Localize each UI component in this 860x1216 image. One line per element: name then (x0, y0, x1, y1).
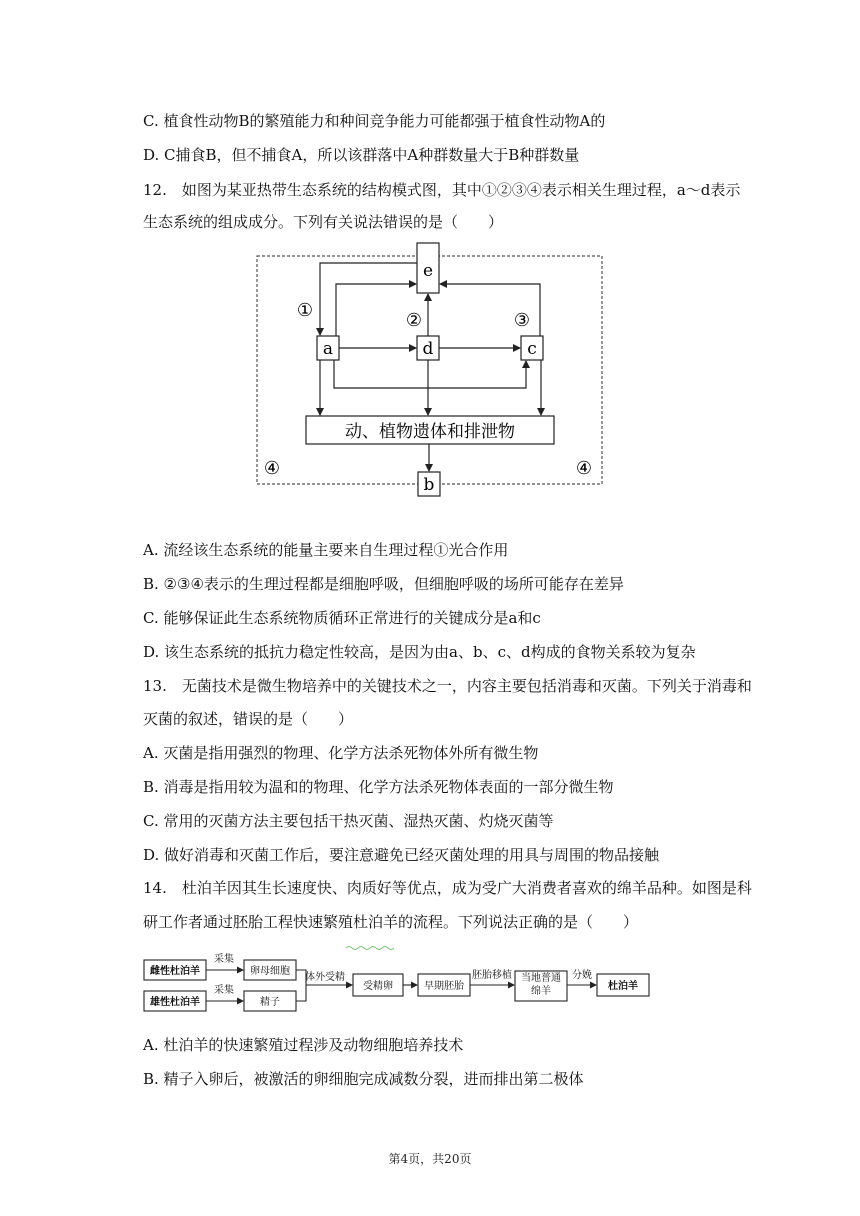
oocyte-label: 卵母细胞 (250, 966, 290, 977)
recipient-sheep-label: 当地普通绵羊 (521, 973, 561, 997)
q11-option-d: D. C捕食B，但不捕食A，所以该群落中A种群数量大于B种群数量 (143, 146, 580, 164)
q13-option-c: C. 常用的灭菌方法主要包括干热灭菌、湿热灭菌、灼烧灭菌等 (143, 812, 554, 830)
q12-option-c: C. 能够保证此生态系统物质循环正常进行的关键成分是a和c (143, 609, 541, 627)
sperm-label: 精子 (260, 997, 280, 1008)
birth-label: 分娩 (572, 970, 592, 981)
collect-label-2: 采集 (214, 985, 234, 996)
q14-option-a: A. 杜泊羊的快速繁殖过程涉及动物细胞培养技术 (143, 1036, 464, 1054)
ecosystem-diagram (250, 238, 610, 500)
node-e-label: e (422, 261, 434, 281)
ivf-label: 体外受精 (305, 972, 345, 983)
embryo-engineering-flow (140, 940, 680, 1020)
q14-stem-line1: 14. 杜泊羊因其生长速度快、肉质好等优点，成为受广大消费者喜欢的绵羊品种。如图是科 (143, 879, 752, 897)
recipient-sheep-box (517, 972, 565, 1000)
q14-option-b: B. 精子入卵后，被激活的卵细胞完成减数分裂，进而排出第二极体 (143, 1070, 584, 1088)
process-2-label: ② (405, 310, 423, 331)
page-footer: 第4页，共20页 (388, 1152, 472, 1166)
node-c-label: c (527, 339, 537, 359)
q14-stem-line2: 研工作者通过胚胎工程快速繁殖杜泊羊的流程。下列说法正确的是（ ） (143, 913, 639, 931)
q13-option-d: D. 做好消毒和灭菌工作后，要注意避免已经灭菌处理的用具与周围的物品接触 (143, 846, 660, 864)
embryo-transfer-label: 胚胎移植 (472, 970, 512, 981)
q12-option-b: B. ②③④表示的生理过程都是细胞呼吸，但细胞呼吸的场所可能存在差异 (143, 575, 624, 593)
process-3-label: ③ (513, 310, 531, 331)
zygote-label: 受精卵 (363, 981, 393, 992)
q13-stem-line1: 13. 无菌技术是微生物培养中的关键技术之一，内容主要包括消毒和灭菌。下列关于消毒和 (143, 677, 752, 695)
q13-option-b: B. 消毒是指用较为温和的物理、化学方法杀死物体表面的一部分微生物 (143, 778, 614, 796)
q13-stem-line2: 灭菌的叙述，错误的是（ ） (143, 710, 354, 728)
process-4-left-label: ④ (263, 458, 281, 479)
female-sheep-label: 雌性杜泊羊 (150, 966, 200, 977)
node-d-label: d (422, 339, 434, 359)
q12-option-a: A. 流经该生态系统的能量主要来自生理过程①光合作用 (143, 541, 509, 559)
q12-option-d: D. 该生态系统的抵抗力稳定性较高，是因为由a、b、c、d构成的食物关系较为复杂 (143, 643, 696, 661)
node-b-label: b (423, 475, 435, 495)
q11-option-c: C. 植食性动物B的繁殖能力和种间竞争能力可能都强于植食性动物A的 (143, 112, 606, 130)
result-sheep-label: 杜泊羊 (608, 981, 638, 992)
remains-label: 动、植物遗体和排泄物 (345, 422, 515, 442)
collect-label-1: 采集 (214, 954, 234, 965)
q12-stem-line1: 12. 如图为某亚热带生态系统的结构模式图，其中①②③④表示相关生理过程，a～d表示 (143, 181, 741, 199)
early-embryo-label: 早期胚胎 (424, 981, 464, 992)
process-1-label: ① (296, 300, 314, 321)
process-4-right-label: ④ (575, 458, 593, 479)
node-a-label: a (322, 339, 334, 359)
q12-stem-line2: 生态系统的组成成分。下列有关说法错误的是（ ） (143, 213, 504, 231)
q13-option-a: A. 灭菌是指用强烈的物理、化学方法杀死物体外所有微生物 (143, 744, 539, 762)
male-sheep-label: 雄性杜泊羊 (150, 997, 200, 1008)
